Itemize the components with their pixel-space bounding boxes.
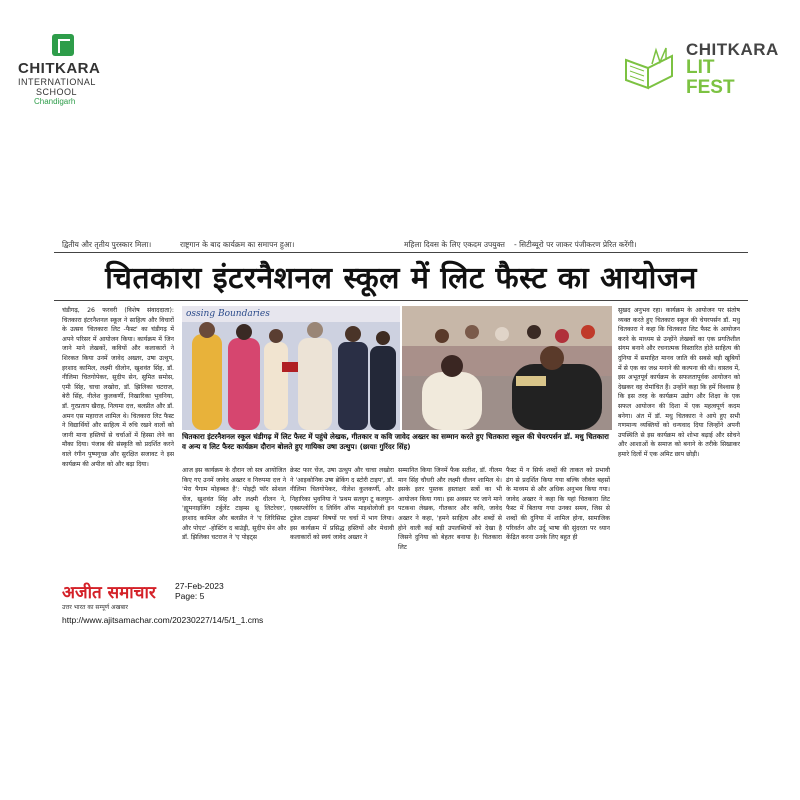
photo-award-ceremony-image [182, 306, 400, 430]
article-col-2-text: आज इस कार्यक्रम के दौरान जो सत्र आयोजित किए गए उनमें जावेद अख्तर व निरुपमा दत्त ने 'मेरा पैगाम मोहब्बत है': पोइट्री फॉर सोशल चेंज, खुशवंत सिंह और लक्ष्मी धीलन ने, 'ह्यूमनाइजिंग टर्बुलेंट टाइम्स थ्रू लिटरेचर', इरशाद कामिल और बलप्रीत ने 'ए लिरिसिस्ट और पोएट' -होस्टिंग द बाउंड्री, सुदीप सेन और डॉ. झिलिका चटराज ने 'ए पोइट्स [182, 467, 286, 542]
article-col-2 [182, 466, 286, 572]
top-strip-4: - सिटीब्यूरो पर जाकर पंजीकरण प्रेरित करेंगी। [514, 240, 637, 249]
article-col-3-text: क्रेस्ट फार चेंज, उषा उत्थुप और चाचा लखोरा ने 'आइकोनिक उषा ब्रेकिंग द स्टोरी टाइप', डॉ. नीलिमा चितगोपेकर, नीलेश कुलकर्णी, और निहारिका भुवनिया ने 'प्रथम सतयुग टू कलयुग- एक्सप्लोरिंग द लिविंग ऑफ माइथोलोजी इन टूडेज टाइम्स' विषयों पर चर्चा में भाग लिया। इस कार्यक्रम में प्रसिद्ध हस्तियों और मेधावी कलाकारों को स्वयं जावेद अख्तर ने [290, 467, 394, 542]
article-col-1 [62, 306, 174, 572]
headline-rule-top [54, 252, 748, 253]
photo-caption [182, 432, 612, 462]
photo-caption-text: चितकारा इंटरनैशनल स्कूल चंडीगढ़ में लिट फैस्ट में पहुंचे लेखक, गीतकार व कवि जावेद अख्तर का सम्मान करते हुए चितकारा स्कूल की चेयरपर्सन डॉ. मधु चितकारा व अन्य व लिट फैस्ट कार्यक्रम दौरान बोलते हुए गायिका उषा उत्थुप। [182, 432, 609, 451]
source-url: http://www.ajitsamachar.com/20230227/14/5/1_1.cms [62, 615, 264, 625]
article-col-1-text: चंडीगढ़, 26 फरवरी (विशेष संवाददाता): चितकारा इंटरनैशनल स्कूल ने साहित्य और विचारों के उत्सव 'चितकारा लिट -फैस्ट' का चंडीगढ़ में अपने परिसर में आयोजन किया। कार्यक्रम में जिन जाने माने लेखकों, कवियों और कलाकारों ने शिरकत किया उनमें जावेद अख्तर, उषा उत्थुप, इरशाद कामिल, लक्ष्मी धीलोन, खुशवंत सिंह, डॉ. नीलिमा चितगोपेकर, सुदीप सेन, सुमित समोस, एमी सिंह, चाचा लखोरा, डॉ. झिलिका चटराज, बेरी सिंह, नीलेश कुलकर्णी, निखारिका भुवनिया, डॉ. गुरप्रताप खैराह, नित्यमा दत्त, बलप्रीत और डॉ. अमन एस महाराज शामिल थे। चितकारा लिट फैस्ट ने विद्यार्थियों और साहित्य में रुचि रखने वालों को जानी माना हस्तियों से चर्चाओं में हिस्सा लेने का मौका दिया। पंजाब की संस्कृति को प्रदर्शित करने वाले रंगीन पुष्पगुच्छ और सुरक्षित सजावट ने इस कार्यक्रम की अपील को और बढ़ा दिया। [62, 307, 174, 468]
article-headline: चितकारा इंटरनैशनल स्कूल में लिट फैस्ट का आयोजन [105, 261, 697, 296]
school-logo-sub2: SCHOOL [36, 87, 78, 97]
school-logo [18, 34, 128, 106]
school-logo-city: Chandigarh [34, 97, 76, 106]
article-col-6-text: सुखद अनुभव रहा। कार्यक्रम के आयोजन पर संतोष व्यक्त करते हुए चितकारा स्कूल की चेयरपर्सन डॉ. मधु चितकारा ने कहा कि चितकारा लिट फैस्ट के आयोजन करने के माध्यम से उन्होंने लेखकों का एक प्रगतिशील संगम बनाने और रचनात्मक विस्तारित होते साहित्य की दुनिया में समाहित मानव जाति की सबसे बड़ी खूबियों में से एक का जश्न मनाने की कल्पना की थी। वास्तव में, इस अभूतपूर्व कार्यक्रम के सफलतापूर्वक आयोजन को देखकर वह रोमांचित हैं। उन्होंने कहा कि हमें विश्वास है कि इस तरह के कार्यक्रम उद्योग और शिक्षा के एक सफल आयोजन की दिशा में एक महत्वपूर्ण कदम बनेगा। अंत में डॉ. मधु चितकारा ने आये हुए सभी गणमान्य व्यक्तियों को धन्यवाद दिया जिन्होंने अपनी उपस्थिति से इस कार्यक्रम को शोभा बढ़ाई और सोचने और आशाओं के समाज को बनाने के तरीके सिखाकर हमारे दिलों में एक अमिट छाप छोड़ी। [618, 307, 740, 458]
article-col-5 [506, 466, 610, 572]
lit-fest-title-3: FEST [686, 77, 735, 98]
photo-usha-uthup-speaking [402, 306, 612, 430]
newspaper-brand: अजीत समाचार [62, 583, 156, 603]
lit-fest-logo [622, 40, 779, 110]
article-col-4-text: सम्मानित किया जिनमें फैक सतीश, डॉ. नीलम मान सिंह चौधरी और लक्ष्मी धीलन शामिल थे। इसके इतर पुस्तक हस्ताक्षर सत्रों का भी आयोजन किया गया। इस अवसर पर जाने माने पटकथा लेखक, गीतकार और कवि, जावेद अख्तर ने कहा, 'हमने साहित्य और शब्दों से होने वाली कई बड़ी उपलब्धियों को देखा है जिसने दुनिया को बेहतर बनाया है। चितकारा लिट [398, 467, 502, 551]
article-col-4 [398, 466, 502, 572]
school-logo-sub: INTERNATIONAL [18, 77, 96, 87]
top-strip-2: राष्ट्रगान के बाद कार्यक्रम का समापन हुआ। [180, 240, 295, 249]
publication-page: Page: 5 [175, 591, 205, 601]
article-col-5-text: फैस्ट में न सिर्फ शब्दों की ताकत को प्रभावी ढंग से प्रदर्शित किया गया बल्कि जीवंत बहसों के माध्यम से और अधिक अनुभव किया गया। जावेद अख्तर ने कहा कि यहां चितकारा लिट फैस्ट में बिताया गया उनका समय, जिस से शब्दों की दुनिया में शामिल होना, सामाजिक परिवर्तन और उर्दू भाषा की सुंदरता पर ध्यान केंद्रित करना उनके लिए बहुत ही [506, 467, 610, 542]
newspaper-tagline: उत्तर भारत का सम्पूर्ण अखबार [62, 604, 128, 611]
top-strip-3: महिला दिवस के लिए एकदम उपयुक्त [404, 240, 505, 249]
headline-rule-bottom [54, 300, 748, 301]
publication-date: 27-Feb-2023 [175, 581, 224, 591]
publication-date-block [175, 581, 224, 601]
photo-usha-uthup-speaking-image [402, 306, 612, 430]
article-col-6 [618, 306, 740, 572]
lit-fest-title-2: LIT [686, 57, 715, 78]
lit-fest-title-1: CHITKARA [686, 40, 779, 59]
article-col-3 [290, 466, 394, 572]
open-book-icon [622, 46, 678, 90]
school-logo-icon [52, 34, 74, 56]
photo-award-ceremony [182, 306, 400, 430]
school-logo-name: CHITKARA [18, 60, 101, 77]
photo-banner-text: ossing Boundaries [186, 309, 270, 319]
top-strip-1: द्वितीय और तृतीय पुरस्कार मिला। [62, 240, 152, 249]
photo-credit: (छायाः गुरिंदर सिंह) [359, 443, 411, 451]
